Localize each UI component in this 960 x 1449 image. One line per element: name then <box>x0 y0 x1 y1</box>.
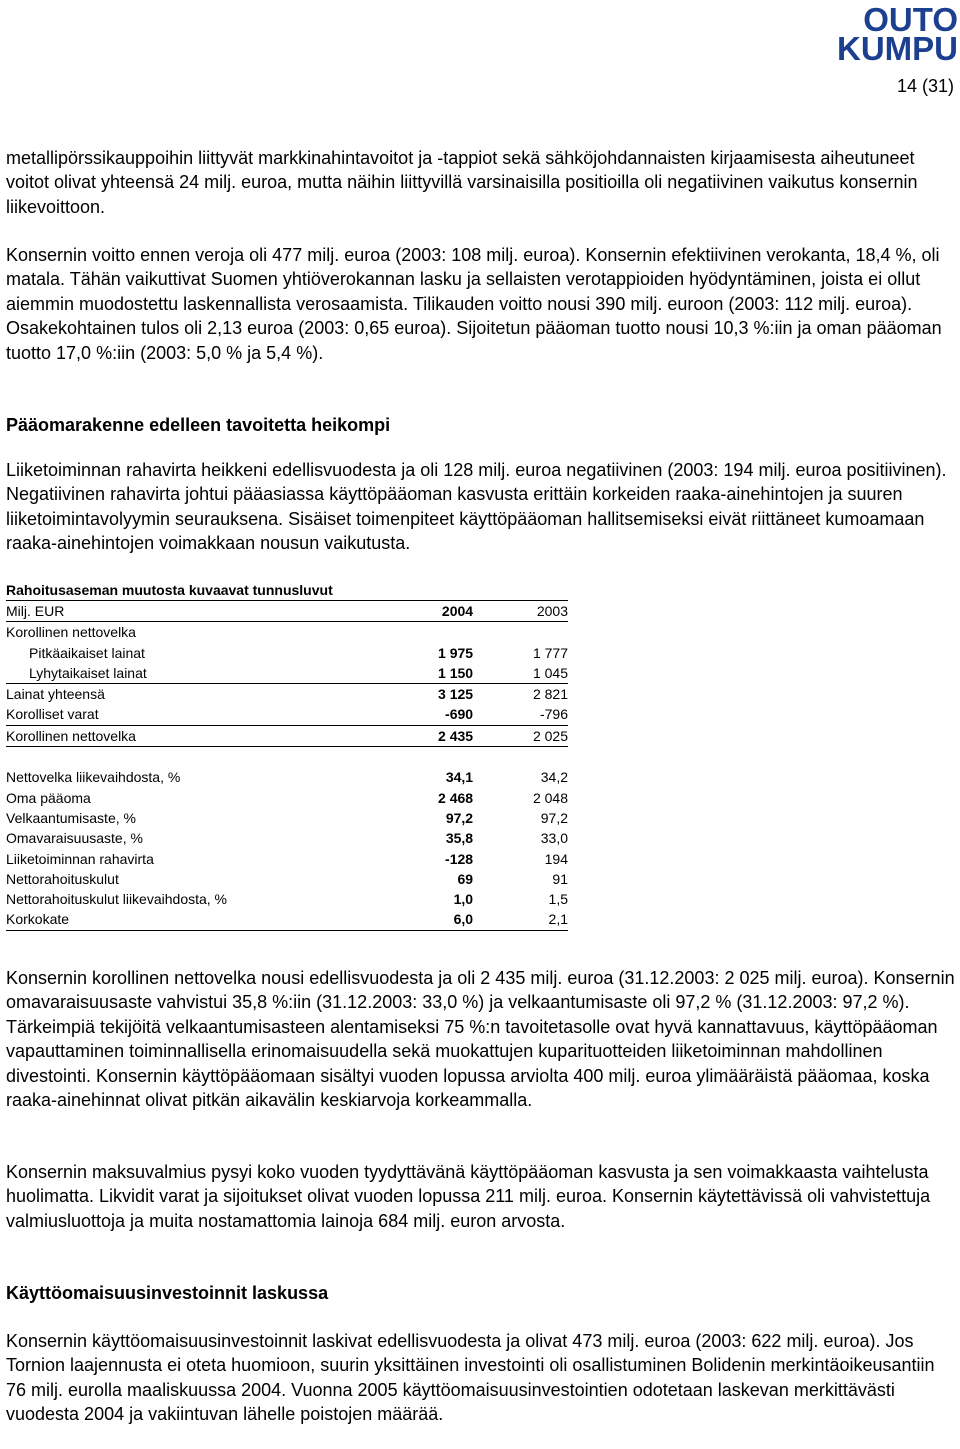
row-value-2003: 2 821 <box>532 686 568 703</box>
table-row <box>6 684 568 705</box>
logo-text-outo: OUTO <box>863 4 958 38</box>
row-value-2003: 91 <box>552 870 568 887</box>
page-number: 14 (31) <box>896 76 954 96</box>
row-value-2004: 2 468 <box>438 789 474 806</box>
table-row <box>6 909 568 930</box>
table-row <box>6 704 568 725</box>
section-heading-capital-structure: Pääomarakenne edelleen tavoitetta heikompi <box>6 415 391 435</box>
row-value-2003: 1 777 <box>532 644 568 661</box>
after-table-text-1 <box>6 966 956 1112</box>
table-header-row <box>6 601 568 622</box>
table-header-2004: 2004 <box>339 601 473 622</box>
row-value-2004: 35,8 <box>445 830 474 847</box>
section2-text <box>6 1329 956 1427</box>
table-row <box>6 788 568 808</box>
table-row <box>6 622 568 643</box>
row-value-2003: 33,0 <box>540 830 568 847</box>
row-value-2003: 2 025 <box>473 725 568 746</box>
table-row <box>6 828 568 848</box>
row-value-2003: 97,2 <box>540 809 568 826</box>
row-label: Lyhytaikaiset lainat <box>6 663 339 684</box>
row-label: Lainat yhteensä <box>6 686 105 703</box>
intro-section-2 <box>6 243 956 365</box>
row-value-2003: 194 <box>544 850 568 867</box>
row-value-2003: 2 048 <box>532 789 568 806</box>
table-row <box>6 663 568 684</box>
row-label: Korolliset varat <box>6 704 339 725</box>
table-spacer <box>6 747 568 768</box>
row-label: Velkaantumisaste, % <box>6 809 136 826</box>
row-value-2004: 1 975 <box>438 644 474 661</box>
row-value-2004: 3 125 <box>438 686 474 703</box>
table-row <box>6 808 568 828</box>
row-label: Korkokate <box>6 909 339 930</box>
table-header-2003: 2003 <box>473 601 568 622</box>
section1-text <box>6 458 956 556</box>
row-label: Nettorahoituskulut <box>6 870 119 887</box>
row-value-2004: -690 <box>339 704 473 725</box>
row-value-2004: 2 435 <box>339 725 473 746</box>
row-value-2003 <box>473 622 568 643</box>
row-value-2004: 6,0 <box>339 909 473 930</box>
row-label: Pitkäaikaiset lainat <box>29 644 145 661</box>
table-row <box>6 767 568 787</box>
financial-ratios-table <box>6 580 568 931</box>
row-value-2004: 1,0 <box>453 891 474 908</box>
after-table-paragraph-1: Konsernin korollinen nettovelka nousi edellisvuodesta ja oli 2 435 milj. euroa (31.12.2003: 2 025 milj. euroa). Konsernin omavaraisuusaste vahvistui 35,8 %:iin (31.12.2003: 33,0 %) ja velkaantumisaste oli 97,2 % (31.12.2003: 97,2 %). Tärkeimpiä tekijöitä velkaantumisasteen alentamiseksi 75 %:n tavoitetasolle ovat hyvä kannattavuus, käyttöpääoman vapauttaminen toiminnallisella erinomaisuudella sekä muokattujen kuparituotteiden liiketoiminnan mahdollinen divestointi. Konsernin käyttöpääomaan sisältyi vuoden lopussa arviolta 400 milj. euroa ylimääräistä pääomaa, koska raaka-ainehinnat olivat pitkän aikavälin keskiarvoja korkeammalla. <box>6 968 955 1111</box>
table-row <box>6 725 568 746</box>
row-value-2004: 1 150 <box>339 663 473 684</box>
row-value-2003: 1,5 <box>548 891 568 908</box>
table-row <box>6 643 568 663</box>
intro-paragraph-1: metallipörssikauppoihin liittyvät markkinahintavoitot ja -tappiot sekä sähköjohdannaisten kirjaamisesta aiheutuneet voitot olivat yhteensä 24 milj. euroa, mutta näihin liittyvillä varsinaisilla positioilla oli negatiivinen vaikutus konsernin liikevoittoon. <box>6 148 918 217</box>
logo-text-kumpu: KUMPU <box>837 30 958 62</box>
outokumpu-logo <box>820 4 960 62</box>
row-label: Liiketoiminnan rahavirta <box>6 850 154 867</box>
row-value-2004: 97,2 <box>445 809 474 826</box>
intro-paragraph-2: Konsernin voitto ennen veroja oli 477 milj. euroa (2003: 108 milj. euroa). Konsernin efektiivinen verokanta, 18,4 %, oli matala. Tähän vaikuttivat Suomen yhtiöverokannan lasku ja sellaisten verotappioiden hyödyntäminen, joista ei ollut aiemmin muodostettu laskennallista verosaamista. Tilikauden voitto nousi 390 milj. euroon (2003: 112 milj. euroa). Osakekohtainen tulos oli 2,13 euroa (2003: 0,65 euroa). Sijoitetun pääoman tuotto nousi 10,3 %:iin ja oman pääoman tuotto 17,0 %:iin (2003: 5,0 % ja 5,4 %). <box>6 245 942 363</box>
intro-section <box>6 146 956 219</box>
row-label: Korollinen nettovelka <box>6 725 339 746</box>
table-row <box>6 889 568 909</box>
table-title: Rahoitusaseman muutosta kuvaavat tunnusluvut <box>6 582 333 598</box>
table-row <box>6 869 568 889</box>
section-heading-investments: Käyttöomaisuusinvestoinnit laskussa <box>6 1283 329 1303</box>
row-label: Korollinen nettovelka <box>6 624 136 641</box>
row-label: Oma pääoma <box>6 789 91 806</box>
row-value-2003: -796 <box>473 704 568 725</box>
row-label: Nettorahoituskulut liikevaihdosta, % <box>6 891 228 908</box>
row-label: Omavaraisuusaste, % <box>6 830 143 847</box>
table-header-unit: Milj. EUR <box>6 601 339 622</box>
row-value-2003: 34,2 <box>540 769 568 786</box>
section2-paragraph: Konsernin käyttöomaisuusinvestoinnit laskivat edellisvuodesta ja olivat 473 milj. euroa (2003: 622 milj. euroa). Jos Tornion laajennusta ei oteta huomioon, suurin yksittäinen investointi oli osallistuminen Bolidenin merkintäoikeusantiin 76 milj. eurolla maaliskuussa 2004. Vuonna 2005 käyttöomaisuusinvestointien odotetaan laskevan merkittävästi vuodesta 2004 ja vakiintuvan lähelle poistojen määrää. <box>6 1331 935 1425</box>
row-value-2004 <box>339 622 473 643</box>
row-value-2003: 2,1 <box>473 909 568 930</box>
row-value-2004: -128 <box>445 850 474 867</box>
after-table-paragraph-2: Konsernin maksuvalmius pysyi koko vuoden tyydyttävänä käyttöpääoman kasvusta ja sen voimakkaasta vaihtelusta huolimatta. Likvidit varat ja sijoitukset olivat vuoden lopussa 211 milj. euroa. Konsernin käytettävissä oli vahvistettuja valmiusluottoja ja muita nostamattomia lainoja 684 milj. euron arvosta. <box>6 1162 931 1231</box>
row-value-2004: 69 <box>457 870 474 887</box>
after-table-text-2 <box>6 1160 956 1233</box>
table-row <box>6 849 568 869</box>
row-label: Nettovelka liikevaihdosta, % <box>6 769 181 786</box>
row-value-2004: 34,1 <box>445 769 474 786</box>
section1-paragraph: Liiketoiminnan rahavirta heikkeni edellisvuodesta ja oli 128 milj. euroa negatiivinen (2003: 194 milj. euroa positiivinen). Negatiivinen rahavirta johtui pääasiassa käyttöpääoman kasvusta erittäin korkeiden raaka-ainehintojen ja suuren liiketoimintavolyymin seurauksena. Sisäiset toimenpiteet käyttöpääoman hallitsemiseksi eivät riittäneet kumoamaan raaka-ainehintojen voimakkaan nousun vaikutusta. <box>6 460 947 554</box>
row-value-2003: 1 045 <box>473 663 568 684</box>
